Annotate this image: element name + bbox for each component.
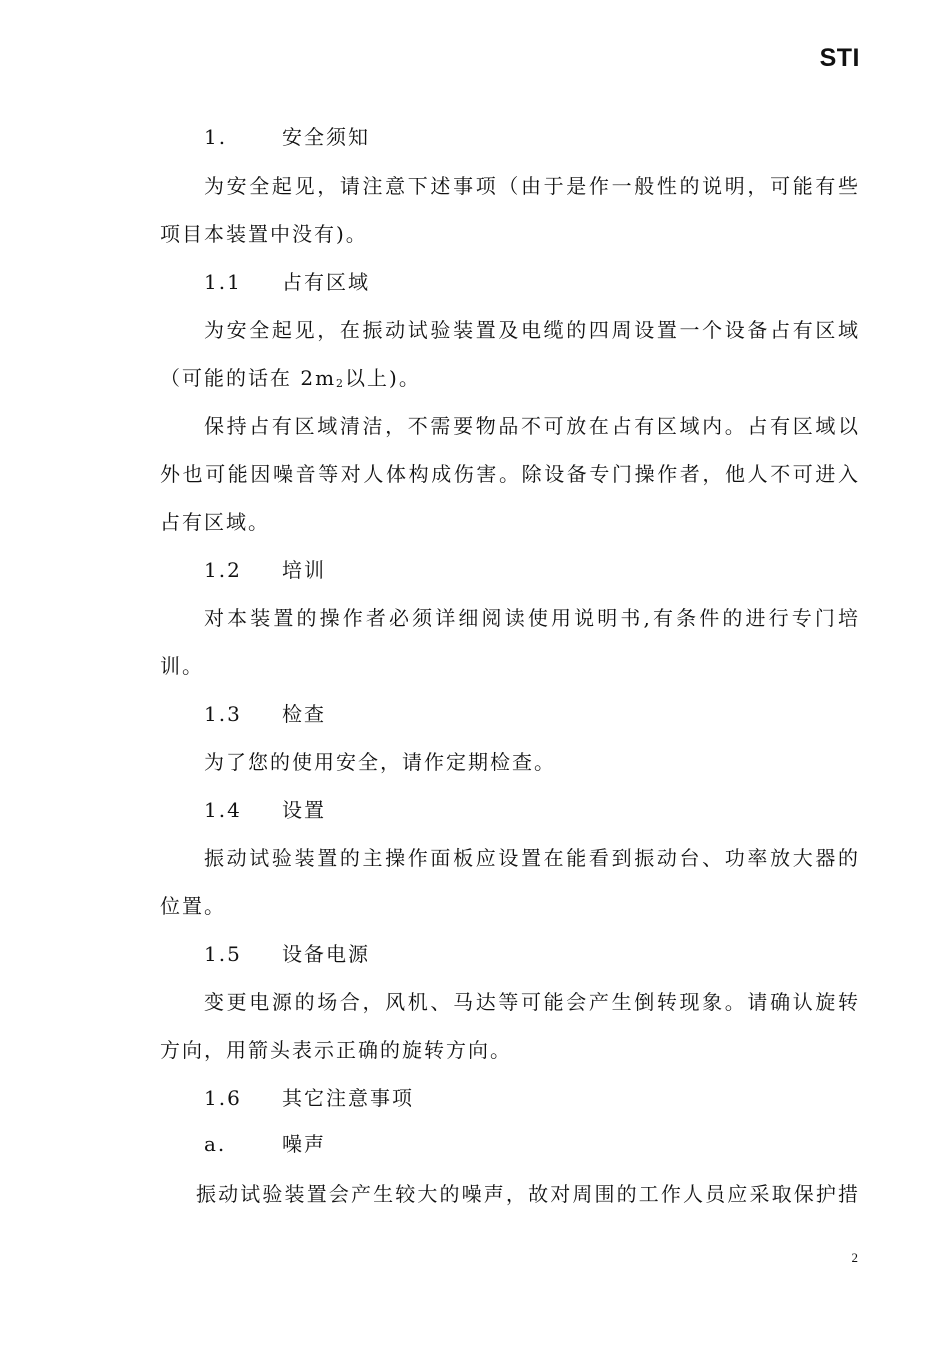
section-title: 设备电源 — [282, 942, 370, 966]
paragraph-text: （可能的话在 2m — [160, 366, 337, 390]
section-title: 安全须知 — [282, 125, 370, 149]
paragraph-line: 对本装置的操作者必须详细阅读使用说明书,有条件的进行专门培 — [204, 606, 860, 630]
paragraph-line: 外也可能因噪音等对人体构成伤害。除设备专门操作者，他人不可进入 — [160, 462, 860, 486]
section-title: 设置 — [282, 798, 326, 822]
paragraph-line: 变更电源的场合，风机、马达等可能会产生倒转现象。请确认旋转 — [204, 990, 860, 1014]
paragraph-line: 为安全起见，请注意下述事项（由于是作一般性的说明，可能有些 — [204, 174, 860, 198]
paragraph-line: 项目本装置中没有)。 — [160, 222, 368, 246]
section-title: 培训 — [282, 558, 326, 582]
page-number: 2 — [851, 1250, 858, 1265]
section-title: 占有区域 — [282, 270, 370, 294]
section-title: 检查 — [282, 702, 326, 726]
paragraph-line: 保持占有区域清洁，不需要物品不可放在占有区域内。占有区域以 — [204, 414, 860, 438]
paragraph-line: 占有区域。 — [160, 510, 270, 534]
subsection-title: 噪声 — [282, 1132, 326, 1156]
paragraph-line — [160, 365, 421, 395]
paragraph-line: 为安全起见，在振动试验装置及电缆的四周设置一个设备占有区域 — [204, 318, 860, 342]
paragraph-line: 训。 — [160, 654, 204, 678]
header-logo-text: STI — [819, 44, 860, 72]
paragraph-line: 位置。 — [160, 894, 226, 918]
superscript-unit: 2 — [336, 377, 346, 390]
paragraph-line: 为了您的使用安全，请作定期检查。 — [204, 750, 556, 774]
paragraph-text: 以上)。 — [345, 366, 421, 390]
section-title: 其它注意事项 — [282, 1086, 414, 1110]
paragraph-line: 方向，用箭头表示正确的旋转方向。 — [160, 1038, 512, 1062]
paragraph-line: 振动试验装置的主操作面板应设置在能看到振动台、功率放大器的 — [204, 846, 860, 870]
paragraph-line: 振动试验装置会产生较大的噪声，故对周围的工作人员应采取保护措 — [196, 1182, 860, 1206]
